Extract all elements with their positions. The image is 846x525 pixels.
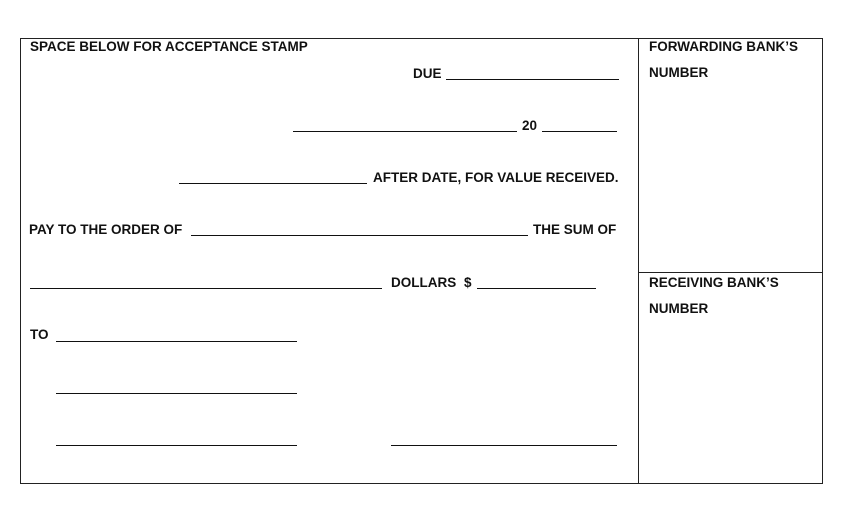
sum-of-label: THE SUM OF: [533, 222, 617, 237]
year-prefix: 20: [522, 118, 538, 133]
receiving-bank-number-label: NUMBER: [649, 301, 709, 316]
dollars-label: DOLLARS: [391, 275, 457, 290]
amount-words-line[interactable]: [30, 288, 382, 289]
dollar-sign: $: [464, 275, 472, 290]
drawee-line-1[interactable]: [56, 341, 297, 342]
receiving-bank-label: RECEIVING BANK’S: [649, 275, 779, 290]
term-line[interactable]: [179, 183, 367, 184]
drawee-line-3[interactable]: [56, 445, 297, 446]
right-column-divider: [638, 38, 639, 484]
acceptance-stamp-label: SPACE BELOW FOR ACCEPTANCE STAMP: [30, 39, 308, 54]
amount-figures-line[interactable]: [477, 288, 596, 289]
bank-number-divider: [638, 272, 823, 273]
pay-to-label: PAY TO THE ORDER OF: [29, 222, 183, 237]
forwarding-bank-label: FORWARDING BANK’S: [649, 39, 799, 54]
draft-form-border: [20, 38, 823, 484]
payee-line[interactable]: [191, 235, 528, 236]
due-label: DUE: [413, 66, 442, 81]
signature-line[interactable]: [391, 445, 617, 446]
year-line[interactable]: [542, 131, 617, 132]
to-label: TO: [30, 327, 49, 342]
date-line[interactable]: [293, 131, 517, 132]
drawee-line-2[interactable]: [56, 393, 297, 394]
due-date-line[interactable]: [446, 79, 619, 80]
forwarding-bank-number-label: NUMBER: [649, 65, 709, 80]
after-date-label: AFTER DATE, FOR VALUE RECEIVED.: [373, 170, 619, 185]
